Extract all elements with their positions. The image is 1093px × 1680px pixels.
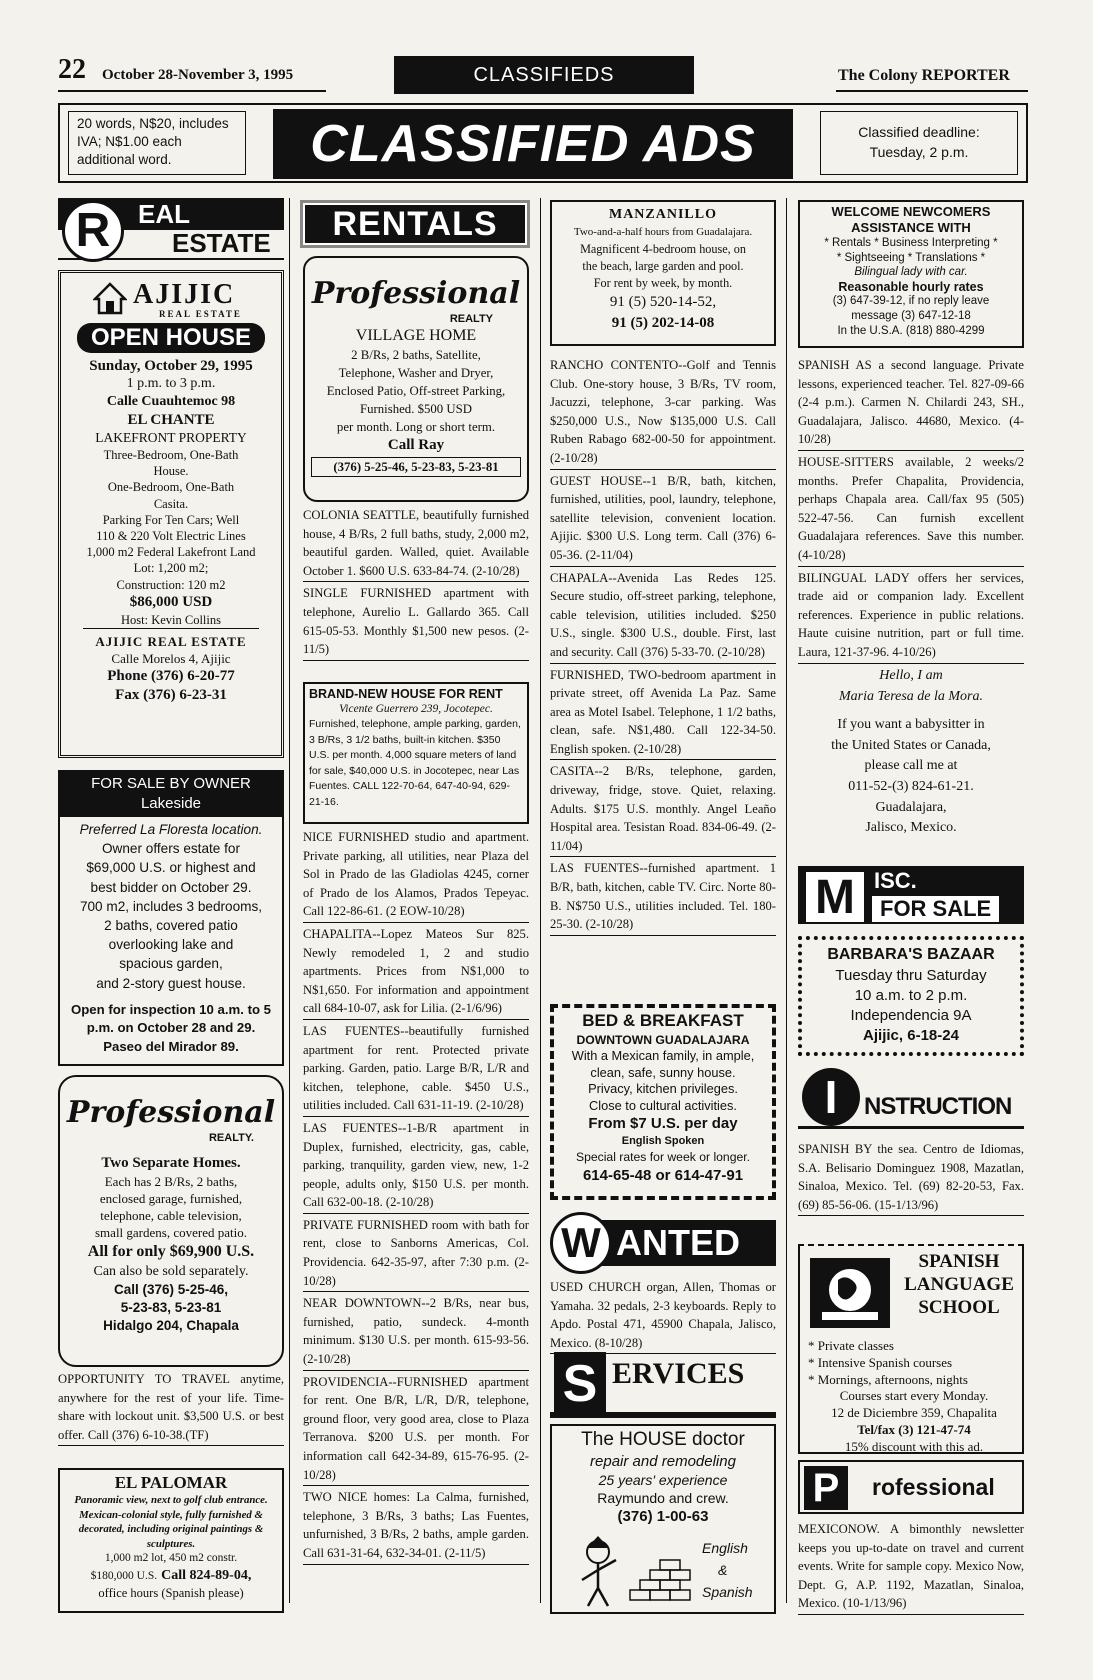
hd-crew: Raymundo and crew. — [597, 1490, 729, 1506]
classified-entry: MEXICONOW. A bimonthly newsletter keeps you up-to-date on travel and current events. Write for sample copy. Mexico Now, Dept. G, A.P. 1192, Mazatlan, Sinaloa, Mexico. (10-1/13/96) — [798, 1520, 1024, 1615]
ajijic-address: Calle Morelos 4, Ajijic — [111, 650, 231, 666]
misc-word2: FOR SALE — [872, 896, 999, 922]
manz-phone2: 91 (5) 202-14-08 — [611, 315, 715, 331]
manz-line: For rent by week, by month. — [593, 276, 733, 290]
classified-entry: COLONIA SEATTLE, beautifully furnished house, 4 B/Rs, 2 full baths, study, 2,000 m2, beautiful garden. Walled, quiet. Available October 1. $600 U.S. 633-84-74. (2-10/28) — [303, 506, 529, 582]
sls-line: Courses start every Monday. — [839, 1388, 989, 1404]
fsbo-line: best bidder on October 29. — [90, 879, 252, 895]
oh-details — [65, 447, 277, 593]
manz-line: the beach, large garden and pool. — [582, 259, 744, 273]
rental-ads-2 — [303, 828, 529, 1567]
instruction-letter: I — [802, 1068, 860, 1126]
brand-title: BRAND-NEW HOUSE FOR RENT — [309, 687, 503, 701]
globe-books-icon — [808, 1254, 892, 1335]
oh-detail: House. — [153, 464, 189, 479]
column-rule — [540, 198, 541, 1603]
classified-banner — [58, 103, 1028, 183]
deadline-box — [820, 111, 1018, 175]
welcome-newcomers-ad — [798, 200, 1024, 348]
sls-line: 15% discount with this ad. — [844, 1438, 984, 1454]
ajijic-footer-name: AJIJIC REAL ESTATE — [95, 633, 247, 649]
palomar-hours: office hours (Spanish please) — [98, 1586, 244, 1600]
classified-entry: RANCHO CONTENTO--Golf and Tennis Club. One-story house, 3 B/Rs, TV room, Jacuzzi, telephone, 3-car parking. Was $250,000 U.S., Now $135,000 U.S. Call Ruben Rabago 682-00-50 for appointment. (2-10/28) — [550, 356, 776, 470]
bb-sub: DOWNTOWN GUADALAJARA — [576, 1033, 750, 1047]
rentals-title: RENTALS — [303, 203, 527, 245]
bb-phones: 614-65-48 or 614-47-91 — [582, 1167, 744, 1184]
vh-call: Call Ray — [387, 437, 445, 453]
rental-ads-3 — [550, 356, 776, 938]
section-label: CLASSIFIEDS — [394, 56, 694, 94]
page-number: 22 — [58, 54, 86, 85]
classified-entry: CASITA--2 B/Rs, telephone, garden, driveway, fridge, stove. Quiet, relaxing. Adults. $175 U.S. monthly. Angel Leaño Hospital area. Tesistan Road. 834-06-49. (2-11/04) — [550, 762, 776, 857]
classified-entry: PROVIDENCIA--FURNISHED apartment for rent. One B/R, L/R, D/R, telephone, ground floor, very good area, close to Plaza Terranova. $200 U.S. per month. For information call 642-34-89, 615-76-95. (2-10/28) — [303, 1373, 529, 1487]
prof-line: Each has 2 B/Rs, 2 baths, — [104, 1174, 238, 1189]
bz-line: 10 a.m. to 2 p.m. — [854, 987, 968, 1004]
classified-entry: GUEST HOUSE--1 B/R, bath, kitchen, furnished, utilities, pool, laundry, telephone, satellite television, convenient location. Ajijic. $300 U.S. Long term. Call (376) 6-05-36. (2-11/04) — [550, 472, 776, 567]
vh-line: 2 B/Rs, 2 baths, Satellite, — [351, 348, 481, 362]
ajijic-open-house-ad — [58, 270, 284, 758]
bb-lang: English Spoken — [621, 1135, 705, 1147]
manz-line: Magnificent 4-bedroom house, on — [580, 242, 746, 256]
oh-type: LAKEFRONT PROPERTY — [95, 430, 247, 445]
brand-body: Furnished, telephone, ample parking, garden, 3 B/Rs, 3 1/2 baths, built-in kitchen. $350 U.S. per month. 4,000 square meters of land for sale, $40,000 U.S. in Jocotepec, near Las Fuentes. CALL 122-70-64, 647-40-94, 629-21-16. — [309, 718, 521, 808]
issue-date: October 28-November 3, 1995 — [102, 67, 294, 83]
page-header — [58, 56, 1028, 90]
professional-logo: Professional — [66, 1095, 276, 1130]
prof-sold: Can also be sold separately. — [93, 1264, 249, 1279]
handyman-bricklayer-icon — [568, 1530, 698, 1615]
mt-line: Hello, I am — [879, 668, 943, 683]
classified-entry: SPANISH AS a second language. Private lessons, experienced teacher. Tel. 827-09-66 (2-4 p.m.). Carmen N. Chilardi 243, SH., Guadalajara, Jalisco. 44680, Mexico. (4-10/28) — [798, 356, 1024, 451]
bz-line: Ajijic, 6-18-24 — [863, 1027, 959, 1044]
wn-line: message (3) 647-12-18 — [851, 309, 971, 322]
fsbo-line: overlooking lake and — [108, 937, 234, 953]
oh-detail: One-Bedroom, One-Bath — [107, 480, 235, 495]
ajijic-logo: AJIJIC — [133, 279, 236, 310]
el-palomar-ad — [58, 1468, 284, 1613]
prof-line: enclosed garage, furnished, — [99, 1191, 243, 1206]
real-estate-letter: R — [62, 200, 124, 262]
barbaras-bazaar-ad — [798, 936, 1024, 1056]
fsbo-body — [60, 817, 282, 993]
prof-lines — [60, 1173, 282, 1241]
oh-street: Calle Cuauhtemoc 98 — [106, 394, 236, 409]
fsbo-header — [60, 772, 282, 817]
vh-title: VILLAGE HOME — [355, 327, 477, 344]
rentals-heading — [300, 200, 530, 248]
oh-date: Sunday, October 29, 1995 — [89, 358, 253, 374]
misc-letter: M — [806, 872, 864, 922]
fsbo-line: Preferred La Floresta location. — [79, 822, 263, 837]
classified-entry: USED CHURCH organ, Allen, Thomas or Yamaha. 32 pedals, 2-3 keyboards. Reply to Apdo. Postal 471, 45900 Chapala, Jalisco, Mexico. (8-10/28) — [550, 1278, 776, 1354]
bb-special: Special rates for week or longer. — [575, 1150, 751, 1164]
opportunity-ad — [58, 1370, 284, 1448]
prof-price: All for only $69,900 U.S. — [87, 1243, 255, 1260]
palomar-size: 1,000 m2 lot, 450 m2 constr. — [104, 1552, 238, 1564]
oh-time: 1 p.m. to 3 p.m. — [126, 376, 216, 391]
bz-title: BARBARA'S BAZAAR — [827, 946, 995, 963]
palomar-desc: Panoramic view, next to golf club entrance. Mexican-colonial style, fully furnished & decorated, including original paintings & sculptures. — [74, 1494, 268, 1550]
hd-exp: 25 years' experience — [598, 1472, 728, 1488]
mt-line: the United States or Canada, — [831, 737, 991, 753]
brand-address: Vicente Guerrero 239, Jocotepec. — [339, 703, 493, 715]
fsbo-line: 2 baths, covered patio — [104, 918, 238, 934]
classified-entry: SINGLE FURNISHED apartment with telephone, Aurelio L. Gallardo 365. Call 615-05-53. Monthly $1,500 new pesos. (2-11/5) — [303, 584, 529, 660]
sls-title-line: SPANISH — [918, 1251, 1000, 1272]
sls-title — [896, 1250, 1022, 1319]
classified-entry: PRIVATE FURNISHED room with bath for rent, close to Sanborns Americas, Col. Providencia. 642-35-97, after 7:30 p.m. (2-10/28) — [303, 1216, 529, 1292]
professional-letter: P — [804, 1466, 848, 1510]
professional-ads — [798, 1520, 1024, 1617]
services-rest: ERVICES — [612, 1357, 745, 1390]
instruction-rest: NSTRUCTION — [864, 1093, 1012, 1120]
oh-detail: Construction: 120 m2 — [116, 577, 226, 592]
classified-entry: HOUSE-SITTERS available, 2 weeks/2 months. Prefer Chapalita, Providencia, perhaps Chapala area. Call/fax 95 (505) 522-47-56. Can furnish excellent Guadalajara references. Save this number. (4-10/28) — [798, 453, 1024, 567]
instruction-heading — [798, 1068, 1024, 1130]
column-rule — [786, 198, 787, 1603]
real-estate-word1: EAL — [138, 199, 190, 229]
house-doctor-ad — [550, 1424, 776, 1614]
fsbo-line: $69,000 U.S. or highest and — [86, 860, 256, 876]
prof-call: Call (376) 5-25-46, — [113, 1282, 229, 1297]
classified-entry: NICE FURNISHED studio and apartment. Private parking, all utilities, near Plaza del Sol in Prado de las Gladiolas 4245, corner of Prado de los Alamos, Prados Tepeyac. Call 122-86-61. (2 EOW-10/28) — [303, 828, 529, 923]
prof-headline: Two Separate Homes. — [101, 1155, 241, 1171]
wanted-letter: W — [550, 1212, 612, 1274]
oh-price: $86,000 USD — [129, 593, 213, 610]
wn-line: Reasonable hourly rates — [838, 279, 984, 294]
ajijic-logo-row — [65, 277, 277, 321]
manzanillo-ad — [550, 200, 776, 346]
bb-line: clean, safe, sunny house. — [590, 1064, 736, 1080]
hd-lang2: Spanish — [702, 1584, 753, 1600]
real-estate-word2: ESTATE — [172, 228, 271, 258]
rental-ads-1 — [303, 506, 529, 663]
palomar-title: EL PALOMAR — [114, 1473, 228, 1492]
prof-address: Hidalgo 204, Chapala — [103, 1318, 239, 1333]
fsbo-line: Owner offers estate for — [101, 841, 240, 857]
palomar-price-row — [64, 1566, 278, 1585]
classified-entry: SPANISH BY the sea. Centro de Idiomas, S.A. Belisario Dominguez 1908, Mazatlan, Sinaloa, Mexico. Tel. (69) 82-20-53, Fax. (69) 85-56-06. (15-1/13/96) — [798, 1140, 1024, 1216]
professional-realty-ad — [58, 1075, 284, 1367]
bb-line: Privacy, kitchen privileges. — [588, 1081, 738, 1096]
mt-line: please call me at — [864, 758, 958, 774]
prof-call2: 5-23-83, 5-23-81 — [120, 1300, 222, 1315]
oh-detail: Casita. — [153, 496, 189, 511]
village-home-ad — [303, 256, 529, 502]
professional-realty-label: REALTY. — [208, 1132, 254, 1144]
oh-host: Host: Kevin Collins — [83, 612, 259, 629]
classified-entry: CHAPALA--Avenida Las Redes 125. Secure studio, off-street parking, telephone, cable television, utilities included. $250 U.S., single. $300 U.S., double. First, last and security. Call (376) 5-33-70. (2-10/28) — [550, 569, 776, 664]
wn-title: WELCOME NEWCOMERS — [831, 204, 991, 219]
fsbo-open: Open for inspection 10 a.m. to 5 p.m. on October 28 and 29. Paseo del Mirador 89. — [70, 1001, 272, 1054]
bz-line: Tuesday thru Saturday — [835, 967, 987, 984]
bb-line: Close to cultural activities. — [589, 1097, 737, 1113]
sls-line: * Mornings, afternoons, nights — [808, 1371, 968, 1387]
sls-title-line: LANGUAGE — [904, 1274, 1014, 1295]
classified-entry: BILINGUAL LADY offers her services, trade aid or companion lady. Excellent references. Experience in public relations. Haute cuisine nutrition, part or full time. Laura, 121-37-96. 4-10/26) — [798, 569, 1024, 664]
wn-line: * Sightseeing * Translations * — [836, 251, 986, 264]
classified-entry: NEAR DOWNTOWN--2 B/Rs, near bus, furnished, patio, sundeck. 4-month minimum. $130 U.S. per month. 615-93-56. (2-10/28) — [303, 1294, 529, 1370]
oh-detail: 1,000 m2 Federal Lakefront Land — [86, 545, 256, 560]
ajijic-logo-sub: REAL ESTATE — [159, 309, 242, 319]
open-house-badge: OPEN HOUSE — [77, 323, 265, 353]
bz-line: Independencia 9A — [850, 1007, 972, 1024]
deadline-line2: Tuesday, 2 p.m. — [869, 144, 969, 160]
header-underline-right — [836, 90, 1028, 92]
palomar-call: Call 824-89-04, — [161, 1568, 252, 1583]
classified-entry: LAS FUENTES--1-B/R apartment in Duplex, furnished, electricity, gas, cable, parking, tranquility, garden view, new, 1-2 people, adults only, $150 U.S. per month. Call 632-00-18. (2-10/28) — [303, 1119, 529, 1214]
ajijic-fax: Fax (376) 6-23-31 — [115, 686, 227, 703]
mt-line: Maria Teresa de la Mora. — [838, 688, 984, 704]
village-realty-label: REALTY — [449, 313, 493, 325]
spanish-school-ad — [798, 1244, 1024, 1454]
prof-line: telephone, cable television, — [100, 1208, 242, 1223]
bb-lines — [558, 1048, 768, 1114]
manz-line: Two-and-a-half hours from Guadalajara. — [573, 226, 753, 238]
mt-line: Guadalajara, — [875, 799, 947, 815]
sls-line: Tel/fax (3) 121-47-74 — [857, 1421, 971, 1437]
services-letter: S — [554, 1352, 606, 1416]
oh-place: EL CHANTE — [127, 412, 215, 428]
oh-detail: Parking For Ten Cars; Well — [102, 512, 240, 527]
wanted-rest: ANTED — [616, 1222, 740, 1263]
classified-entry: LAS FUENTES--furnished apartment. 1 B/R, bath, kitchen, cable TV. Circ. Norte 80-B. N$750 U.S., utilities included. Tel. 180-25-30. (2-10/28) — [550, 859, 776, 935]
sls-line: * Private classes — [808, 1338, 894, 1353]
wanted-heading — [550, 1212, 776, 1274]
classified-title: CLASSIFIED ADS — [273, 109, 793, 179]
brand-new-house-ad — [303, 682, 529, 824]
fsbo-title2: Lakeside — [140, 795, 202, 812]
bed-breakfast-ad — [550, 1004, 776, 1200]
professional-heading — [798, 1460, 1024, 1514]
paper-name: The Colony REPORTER — [838, 67, 1010, 84]
mt-line: 011-52-(3) 824-61-21. — [848, 778, 974, 794]
bb-title: BED & BREAKFAST — [582, 1011, 744, 1030]
ajijic-phone: Phone (376) 6-20-77 — [107, 667, 235, 684]
deadline-line1: Classified deadline: — [858, 124, 980, 140]
wn-line: (3) 647-39-12, if no reply leave — [832, 295, 990, 308]
oh-detail: 110 & 220 Volt Electric Lines — [96, 529, 246, 544]
prof-line: small gardens, covered patio. — [95, 1225, 247, 1240]
babysitter-ad — [798, 666, 1024, 856]
wn-line: Bilingual lady with car. — [854, 266, 968, 279]
village-professional-logo: Professional — [311, 276, 521, 311]
instruction-underline — [798, 1126, 1024, 1129]
classified-entry: CHAPALITA--Lopez Mateos Sur 825. Newly remodeled 1, 2 and studio apartments. Prices from N$1,000 to N$1,650. For information and appointment call 684-10-07, ask for Lilia. (2-1/6/96) — [303, 925, 529, 1020]
fsbo-line: and 2-story guest house. — [96, 975, 246, 991]
mt-line: Jalisco, Mexico. — [865, 820, 957, 836]
palomar-price: $180,000 U.S. — [90, 1570, 158, 1582]
classified-entry: TWO NICE homes: La Calma, furnished, telephone, 3 B/Rs, 3 baths; Las Fuentes, unfurnished, 3 B/Rs, 2 baths, ample garden. Call 631-31-64, 632-34-01. (2-11/5) — [303, 1488, 529, 1564]
wn-line: * Rentals * Business Interpreting * — [824, 237, 998, 249]
manz-title: MANZANILLO — [608, 207, 717, 222]
hd-lang1: English — [702, 1540, 748, 1556]
vh-line: Enclosed Patio, Off-street Parking, — [326, 384, 506, 398]
manz-phone1: 91 (5) 520-14-52, — [609, 294, 717, 310]
misc-word1: ISC. — [874, 868, 917, 893]
bb-price: From $7 U.S. per day — [588, 1115, 738, 1132]
sls-line: * Intensive Spanish courses — [808, 1354, 953, 1370]
fsbo-title1: FOR SALE BY OWNER — [91, 775, 251, 792]
classified-entry: LAS FUENTES--beautifully furnished apartment for rent. Protected private parking. Garden, patio. Large B/R, L/R and kitchen, telephone, cable. $450 U.S., utilities included. Call 631-11-19. (2-10/28) — [303, 1022, 529, 1117]
classified-entry: FURNISHED, TWO-bedroom apartment in private street, off Avenida La Paz. Same area as Motel Isabel. Telephone, 1 1/2 baths, clean, safe. N$1,480. Call 122-34-50. English spoken. (2-10/28) — [550, 666, 776, 761]
professional-rest: rofessional — [872, 1474, 995, 1500]
wn-sub: ASSISTANCE WITH — [851, 220, 971, 235]
mt-line: If you want a babysitter in — [837, 717, 985, 733]
misc-for-sale-heading — [798, 866, 1024, 928]
sls-title-line: SCHOOL — [918, 1297, 1000, 1318]
vh-lines — [305, 346, 527, 436]
hd-title: The HOUSE doctor — [581, 1429, 745, 1450]
services-ads — [798, 356, 1024, 666]
fsbo-ad — [58, 770, 284, 1066]
column-rule — [289, 198, 290, 1603]
hd-sub: repair and remodeling — [590, 1453, 736, 1470]
oh-detail: Lot: 1,200 m2; — [133, 561, 209, 576]
fsbo-line: 700 m2, includes 3 bedrooms, — [79, 898, 263, 914]
real-estate-heading — [58, 198, 284, 262]
house-icon — [93, 281, 127, 320]
services-heading — [550, 1350, 776, 1420]
vh-line: Telephone, Washer and Dryer, — [338, 366, 494, 380]
manz-body — [556, 224, 770, 292]
rates-box: 20 words, N$20, includes IVA; N$1.00 each additional word. — [68, 111, 246, 175]
fsbo-line: spacious garden, — [119, 956, 223, 972]
vh-line: per month. Long or short term. — [336, 420, 496, 434]
vh-phones: (376) 5-25-46, 5-23-83, 5-23-81 — [311, 457, 521, 477]
header-underline-left — [58, 90, 326, 92]
bb-line: With a Mexican family, in ample, — [571, 1048, 755, 1063]
hd-amp: & — [718, 1562, 728, 1578]
sls-body — [808, 1338, 1020, 1456]
sls-line: 12 de Diciembre 359, Chapalita — [831, 1405, 997, 1421]
classified-entry: OPPORTUNITY TO TRAVEL anytime, anywhere for the rest of your life. Time-share with lockout unit. $3,500 U.S. or best offer. Call (376) 6-10-38.(TF) — [58, 1370, 284, 1446]
hd-phone: (376) 1-00-63 — [617, 1508, 709, 1525]
wn-line: In the U.S.A. (818) 880-4299 — [837, 324, 985, 337]
instruction-ads — [798, 1140, 1024, 1218]
oh-detail: Three-Bedroom, One-Bath — [103, 448, 239, 462]
wanted-ads — [550, 1278, 776, 1356]
vh-line: Furnished. $500 USD — [360, 402, 472, 416]
